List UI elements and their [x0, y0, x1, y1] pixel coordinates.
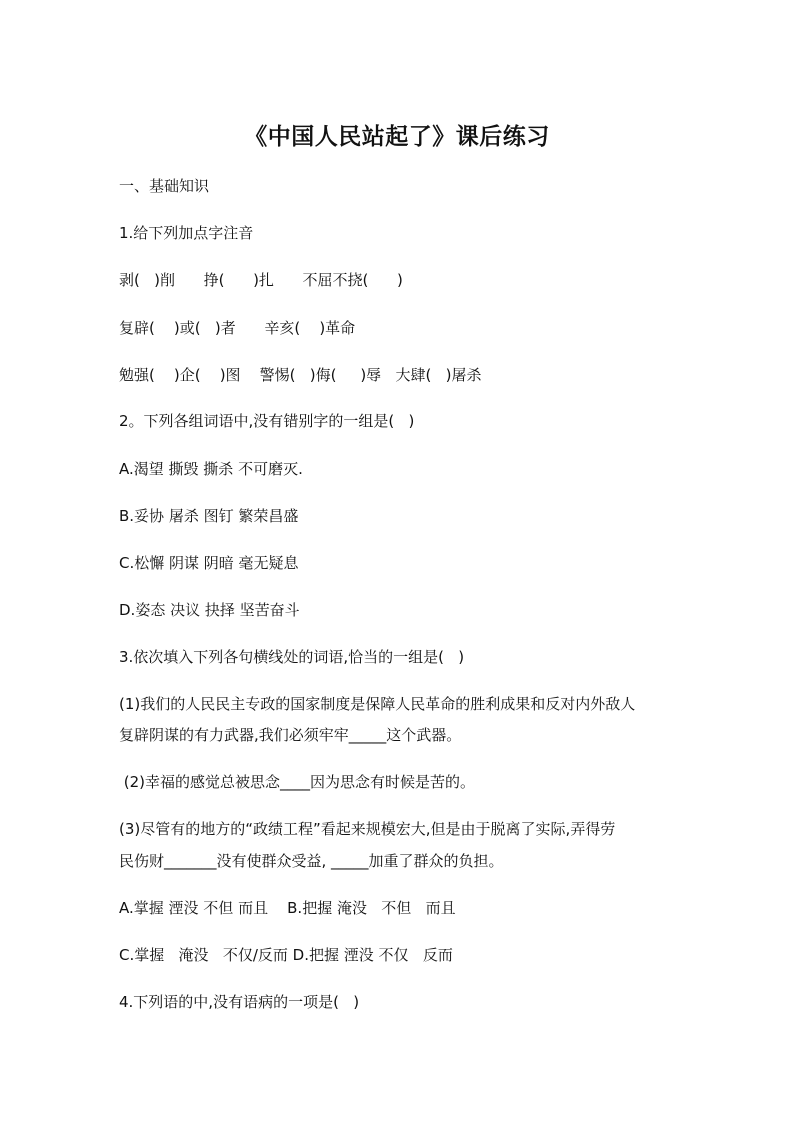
question-1-row-2: 复辟( )或( )者 辛亥( )革命 [119, 319, 356, 337]
page-title: 《中国人民站起了》课后练习 [244, 123, 550, 150]
question-4-stem: 4.下列语的中,没有语病的一项是( ) [119, 993, 360, 1011]
question-3-sentence-1-line-2: 复辟阴谋的有力武器,我们必须牢牢_____这个武器。 [119, 726, 462, 744]
question-3-options-ab: A.掌握 湮没 不但 而且 B.把握 淹没 不但 而且 [119, 899, 456, 917]
section-heading: 一、基础知识 [119, 177, 210, 195]
question-2-option-c: C.松懈 阴谋 阴暗 毫无疑息 [119, 554, 299, 572]
question-3-sentence-2: (2)幸福的感觉总被思念____因为思念有时候是苦的。 [119, 773, 476, 791]
question-2-option-b: B.妥协 屠杀 图钉 繁荣昌盛 [119, 507, 299, 525]
question-3-stem: 3.依次填入下列各句横线处的词语,恰当的一组是( ) [119, 648, 465, 666]
question-1-row-1: 剥( )削 挣( )扎 不屈不挠( ) [119, 271, 403, 289]
question-3-sentence-3-line-1: (3)尽管有的地方的“政绩工程”看起来规模宏大,但是由于脱离了实际,弄得劳 [119, 820, 616, 838]
question-2-option-a: A.渴望 撕毁 撕杀 不可磨灭. [119, 460, 303, 478]
question-1-row-3: 勉强( )企( )图 警惕( )侮( )辱 大肆( )屠杀 [119, 366, 482, 384]
question-2-option-d: D.姿态 决议 抉择 坚苦奋斗 [119, 601, 300, 619]
question-2-stem: 2。下列各组词语中,没有错别字的一组是( ) [119, 412, 415, 430]
question-3-sentence-1-line-1: (1)我们的人民民主专政的国家制度是保障人民革命的胜利成果和反对内外敌人 [119, 695, 636, 713]
question-3-options-cd: C.掌握 淹没 不仅/反而 D.把握 湮没 不仅 反而 [119, 946, 453, 964]
question-3-sentence-3-line-2: 民伤财_______没有使群众受益, _____加重了群众的负担。 [119, 852, 504, 870]
question-1-stem: 1.给下列加点字注音 [119, 224, 254, 242]
